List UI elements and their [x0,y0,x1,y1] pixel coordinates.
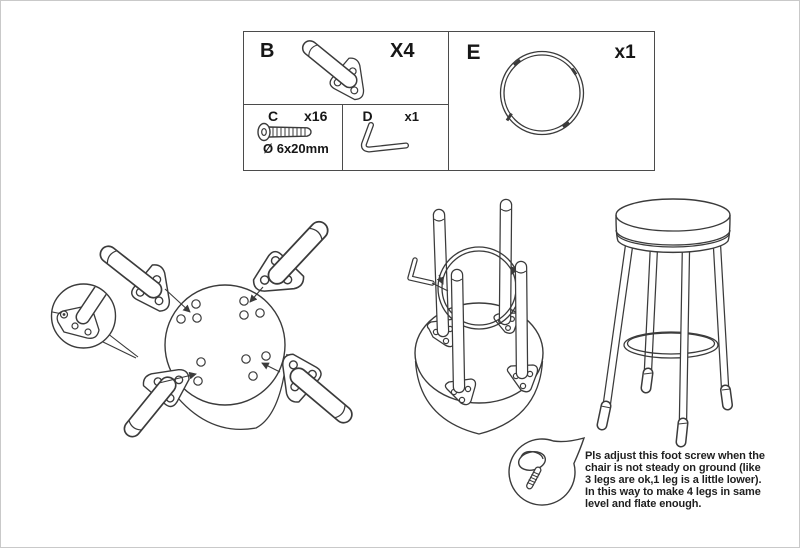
part-c-label: C [268,107,279,124]
part-c-qty: x16 [304,107,328,124]
part-b-qty: X4 [390,40,415,62]
allen-key-icon [359,119,439,167]
note-line: 3 legs are ok,1 leg is a little lower). [585,473,762,486]
part-d-qty: x1 [404,108,419,124]
stool-seat [616,199,730,252]
part-box-e [448,31,656,171]
part-d-label: D [362,107,373,124]
leg-with-bracket-icon [284,33,444,104]
note-line: In this way to make 4 legs in same [585,485,761,498]
part-e-label: E [466,41,481,64]
part-box-c [243,104,343,172]
part-c-size: Ø 6x20mm [263,140,329,156]
stool-legs-front [601,246,688,442]
adjustment-note [585,451,775,511]
footrest-ring-icon [449,32,653,169]
part-b-label: B [260,40,275,62]
step3-assembled-stool [591,186,776,451]
stool-footrest-ring [624,332,718,358]
note-line: level and flate enough. [585,497,702,510]
part-box-b [243,31,449,105]
speech-bubble [509,438,584,505]
note-line: chair is not steady on ground (like [585,461,761,474]
seat-base [165,285,287,429]
note-line: Pls adjust this foot screw when the [585,450,765,462]
magnifier-detail [47,284,138,358]
part-e-qty: x1 [614,42,636,63]
step1-exploded-view [31,191,391,461]
part-box-d [342,104,450,172]
step2-ring-installation [391,181,601,451]
